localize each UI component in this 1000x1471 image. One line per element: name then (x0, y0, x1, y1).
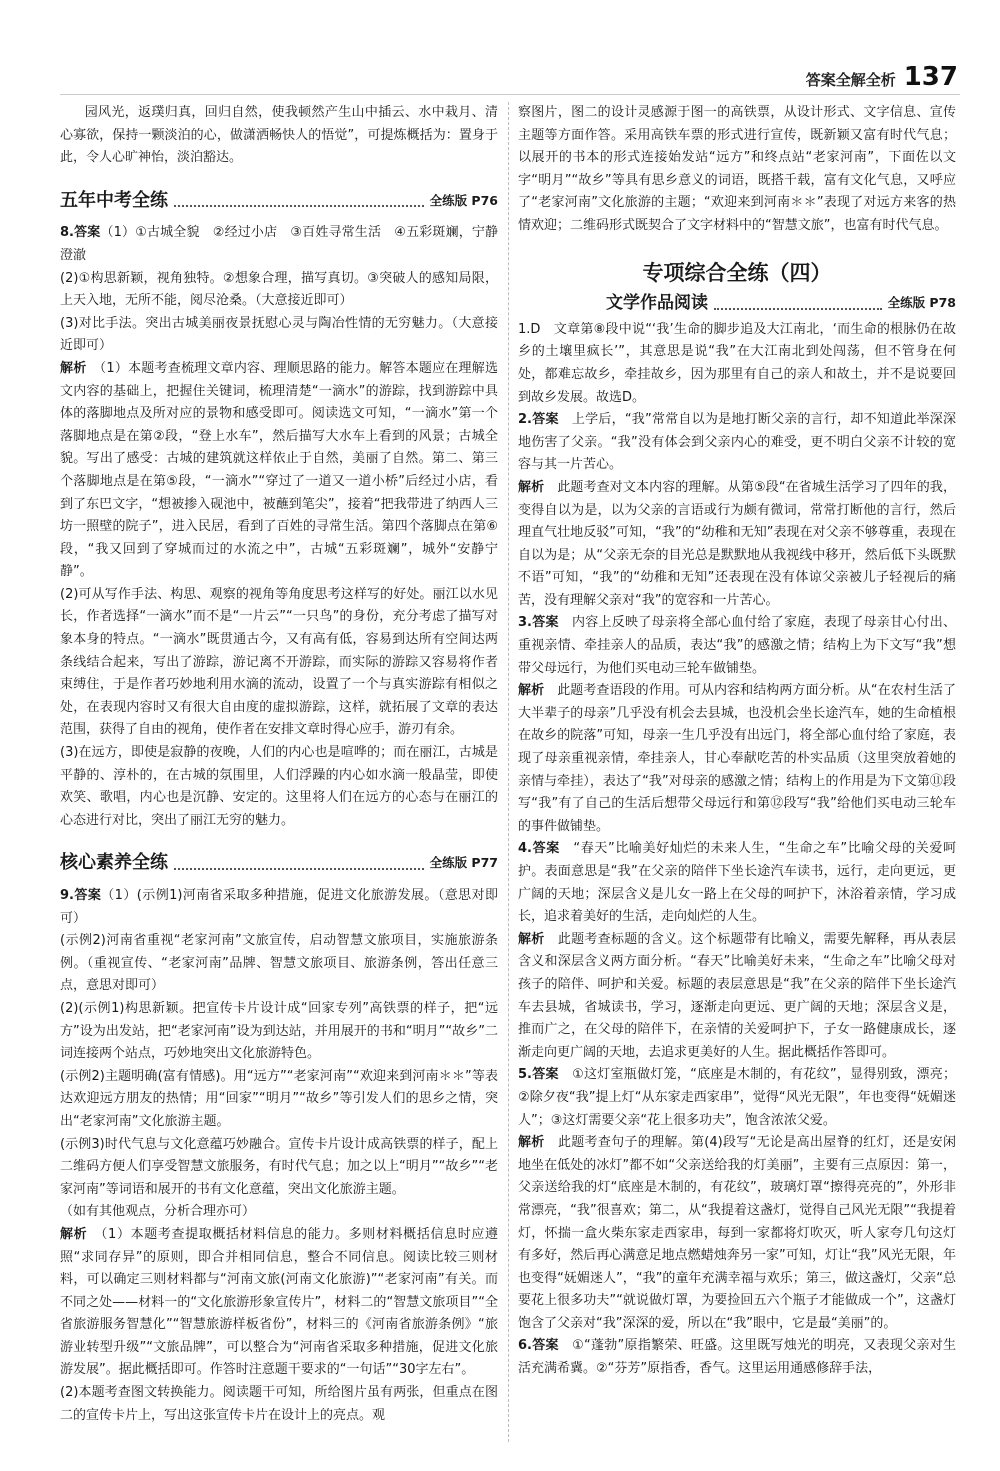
left-column (60, 102, 498, 1427)
analysis-text: (3)在远方，即使是寂静的夜晚，人们的内心也是喧哗的；而在丽江，古城是平静的、淳朴的，在古城的氛围里，人们浮躁的内心如水滴一般晶莹，即使欢笑、歌唱，内心也是沉静、安定的。这里将人们在远方的心态与在丽江的心态进行对比，突出了丽江无穷的魅力。 (60, 745, 498, 828)
section-page-ref: 全练版 P77 (429, 855, 498, 871)
answer-text: ①这灯室瓶做灯笼，“底座是木制的，有花纹”，显得别致，漂亮；②除夕夜“我”提上灯“从东家走西家串”，觉得“风光无限”，年也变得“妩媚迷人”；③这灯需要父亲“花上很多功夫”，饱含浓浓父爱。 (518, 1067, 957, 1128)
analysis-label: 解析 (518, 931, 545, 947)
analysis-text: （1）本题考查提取概括材料信息的能力。多则材料概括信息时应遵照“求同存异”的原则，即合并相同信息，整合不同信息。阅读比较三则材料，可以确定三则材料都与“河南文旅(河南文化旅游)”“老家河南”有关。而不同之处——材料一的“文化旅游形象宣传片”，材料二的“智慧文旅项目”“全省旅游服务智慧化”“智慧旅游样板省份”，材料三的《河南省旅游条例》“旅游业转型升级”“文旅品牌”，可以整合为“河南省采取多种措施，促进文化旅游发展”。据此概括即可。作答时注意题干要求的“一句话”“30字左右”。 (60, 1226, 498, 1378)
analysis-text: （1）本题考查梳理文章内容、理顺思路的能力。解答本题应在理解选文内容的基础上，把握住关键词，梳理清楚“一滴水”的游踪，找到游踪中具体的落脚地点及所对应的景物和感受即可。阅读选文可知，“一滴水”第一个落脚地点是在第②段，“登上水车”，然后描写大水车上看到的风景；古城全貌。写出了感受：古城的建筑就这样依止于自然，美丽了自然。第二、第三个落脚地点是在第⑤段，“一滴水”“穿过了一道又一道小桥”后经过小店，看到了东巴文字，“想被掺入砚池中，被蘸到笔尖”，接着“把我带进了纳西人三坊一照壁的院子”，进入民居，看到了百姓的寻常生活。第四个落脚点在第⑥段，“我又回到了穿城而过的水流之中”，古城“五彩斑斓”，城外“安静宁静”。 (60, 360, 498, 580)
answer-line: (示例2)主题明确(富有情感)。用“远方”“老家河南”“欢迎来到河南＊＊”等表达欢迎远方朋友的热情；用“回家”“明月”“故乡”等引发人们的思乡之情，突出“老家河南”文化旅游主题。 (60, 1068, 498, 1129)
section-title: 五年中考全练 (60, 189, 168, 211)
answer-text: 内容上反映了母亲将全部心血付给了家庭，表现了母亲甘心付出、重视亲情、牵挂亲人的品质，表达“我”的感激之情；结构上为下文写“我”想带父母远行，为他们买电动三轮车做铺垫。 (518, 615, 956, 676)
answer-line: （1）①古城全貌 ②经过小店 ③百姓寻常生活 ④五彩斑斓，宁静澄澈 (60, 225, 499, 263)
analysis-text: 此题考查对文本内容的理解。从第⑤段“在省城生活学习了四年的我，变得自以为是，以为父亲的言语或行为颇有微词，常常打断他的言行，然后理直气壮地反驳”可知，“我”的“幼稚和无知”表现在对父亲不够尊重，表现在自以为是；从“父亲无奈的目光总是默默地从我视线中移开，然后低下头既默不语”可知，“我”的“幼稚和无知”还表现在没有体谅父亲被儿子轻视后的痛苦，没有理解父亲对“我”的宽容和一片苦心。 (518, 479, 956, 608)
analysis-label: 解析 (60, 360, 87, 376)
question-number: 9.答案 (60, 888, 102, 903)
answer-text: 上学后，“我”常常自以为是地打断父亲的言行，却不知道此举深深地伤害了父亲。“我”没有体会到父亲内心的难受，更不明白父亲不计较的宽容与其一片苦心。 (518, 412, 956, 473)
question-5 (518, 1064, 956, 1335)
answer-line: (示例3)时代气息与文化意蕴巧妙融合。宣传卡片设计成高铁票的样子，配上二维码方便人们享受智慧文旅服务，有时代气息；加之以上“明月”“故乡”“老家河南”等词语和展开的书有文化意蕴，突出文化旅游主题。 (60, 1136, 498, 1197)
section-page-ref: 全练版 P78 (887, 295, 956, 311)
question-6 (518, 1335, 956, 1380)
question-9 (60, 885, 498, 1427)
answer-line: (2)(示例1)构思新颖。把宣传卡片设计成“回家专列”高铁票的样子，把“远方”设为出发站，把“老家河南”设为到达站，并用展开的书和“明月”“故乡”二词连接两个站点，巧妙地突出文化旅游特色。 (60, 1000, 498, 1062)
dotted-leader (174, 868, 424, 870)
question-2 (518, 409, 956, 612)
section-title: 核心素养全练 (60, 852, 168, 874)
question-4 (518, 838, 956, 1064)
question-number: 4.答案 (518, 841, 560, 857)
page-number: 137 (903, 62, 958, 92)
answer-text: “春天”比喻美好灿烂的未来人生，“生命之车”比喻父母的关爱呵护。表面意思是“我”在父亲的陪伴下坐长途汽车读书，远行，走向更远，更广阔的天地；深层含义是儿女一路上在父母的呵护下，沐浴着亲情，学习成长，追求着美好的生活，走向灿烂的人生。 (518, 841, 956, 925)
column-divider (508, 102, 509, 1442)
question-number: 6.答案 (518, 1338, 559, 1354)
subsection-header (606, 292, 956, 315)
answer-line: (3)对比手法。突出古城美丽夜景抚慰心灵与陶冶性情的无穷魅力。（大意接近即可） (60, 315, 498, 354)
analysis-text: (2)可从写作手法、构思、观察的视角等角度思考这样写的好处。丽江以水见长，作者选择“一滴水”而不是“一片云”“一只鸟”的身份，充分考虑了描写对象本身的特点。“一滴水”既贯通古今，又有高有低，容易到达所有空间达两条线结合起来，写出了游踪，游记离不开游踪，而实际的游踪又容易将作者束缚住，于是作者巧妙地利用水滴的流动，设置了一个与真实游踪有相似之处，在表现内容时又有很大自由度的虚拟游踪，这样，就拓展了文章的表达范围，获得了自由的视角，使作者在安排文章时得心应手，游刃有余。 (60, 586, 498, 738)
answer-line: (示例2)河南省重视“老家河南”文旅宣传，启动智慧文旅项目，实施旅游条例。（重视宣传、“老家河南”品牌、智慧文旅项目、旅游条例，答出任意三点，意思对即可） (60, 933, 498, 994)
question-number: 5.答案 (518, 1067, 559, 1083)
header-title: 答案全解全析 (805, 71, 896, 89)
analysis-label: 解析 (518, 1135, 545, 1151)
analysis-text: 此题考查标题的含义。这个标题带有比喻义，需要先解释，再从表层含义和深层含义两方面分析。“春天”比喻美好未来，“生命之车”比喻父母对孩子的陪伴、呵护和关爱。标题的表层意思是“我”在父亲的陪伴下坐长途汽车去县城，省城读书，学习，逐渐走向更远、更广阔的天地；深层含义是，推而广之，在父母的陪伴下，在亲情的关爱呵护下，子女一路健康成长，逐渐走向更广阔的天地，去追求更美好的人生。据此概括作答即可。 (518, 931, 956, 1060)
continued-paragraph: 察图片，图二的设计灵感源于图一的高铁票，从设计形式、文字信息、宣传主题等方面作答。采用高铁车票的形式进行宣传，既新颖又富有时代气息；以展开的书本的形式连接始发站“远方”和终点站“老家河南”，下面佐以文字“明月”“故乡”等具有思乡意义的词语，既搭千载，富有文化气息，又呼应了“老家河南”文化旅游的主题；“欢迎来到河南＊＊”表现了对远方来客的热情欢迎；二维码形式既契合了文字材料中的“智慧文旅”，也富有时代气息。 (518, 105, 956, 233)
section-header-hexin (60, 852, 498, 875)
analysis-label: 解析 (518, 683, 545, 699)
analysis-text: (2)本题考查图文转换能力。阅读题干可知，所给图片虽有两张，但重点在图二的宣传卡片上，写出这张宣传卡片在设计上的亮点。观 (60, 1385, 498, 1423)
answer-line: （1）(示例1)河南省采取多种措施，促进文化旅游发展。（意思对即可） (60, 888, 499, 926)
section-page-ref: 全练版 P76 (429, 192, 498, 208)
header-rule (60, 94, 960, 95)
question-1: 1.D 文章第⑧段中说“‘我’生命的脚步追及大江南北，‘而生命的根脉仍在故乡的土壤里疯长’”，其意思是说“我”在大江南北到处闯荡，但不管身在何处，都难忘故乡，牵挂故乡，因为那里有自己的亲人和故土，并不是说要回到故乡发展。故选D。 (518, 321, 956, 405)
question-number: 2.答案 (518, 412, 559, 428)
answer-line: (2)①构思新颖，视角独特。②想象合理，描写真切。③突破人的感知局限，上天入地，无所不能，阅尽沧桑。（大意接近即可） (60, 270, 498, 309)
subsection-title: 文学作品阅读 (606, 293, 708, 314)
question-8 (60, 222, 498, 832)
right-column (518, 102, 956, 1381)
question-3 (518, 612, 956, 838)
dotted-leader (714, 308, 882, 310)
dotted-leader (174, 205, 424, 207)
question-number: 3.答案 (518, 615, 559, 631)
question-number: 8.答案 (60, 225, 101, 241)
intro-paragraph: 园风光，返璞归真，回归自然，使我顿然产生山中插云、水中栽月、清心寡欲，保持一颗淡泊的心，做潇洒畅快人的悟觉”，可提炼概括为：置身于此，令人心旷神怡，淡泊豁达。 (60, 105, 498, 166)
analysis-label: 解析 (518, 479, 545, 495)
analysis-text: 此题考查句子的理解。第(4)段写“无论是高出屋脊的红灯，还是安闲地坐在低处的冰灯”都不如“父亲送给我的灯美丽”，主要有三点原因：第一，父亲送给我的灯“底座是木制的，有花纹”，玻璃灯罩“擦得亮亮的”，外形非常漂亮，“我”很喜欢；第二，从“我提着这盏灯，觉得自己风光无限”“我提着灯，怀揣一盒火柴东家走西家串，每到一家都将灯吹灭，听人家夸几句这灯有多好，然后再心满意足地点燃蜡烛奔另一家”可知，灯让“我”风光无限，年也变得“妩媚迷人”，“我”的童年充满幸福与欢乐；第三，做这盏灯，父亲“总要花上很多功夫”“就说做灯罩，为要捡回五六个瓶子才能做成一个”，这盏灯饱含了父亲对“我”深深的爱，所以在“我”眼中，它是最“美丽”的。 (518, 1135, 956, 1331)
page-header (806, 62, 958, 92)
section-header-wunian (60, 190, 498, 213)
analysis-text: 此题考查语段的作用。可从内容和结构两方面分析。从“在农村生活了大半辈子的母亲”几乎没有机会去县城，也没机会坐长途汽车，她的生命植根在故乡的院落”可知，母亲一生几乎没有出远门，将全部心血付给了家庭，表现了母亲重视亲情，牵挂亲人，甘心奉献吃苦的朴实品质（这里突放着她的亲情与牵挂），表达了“我”对母亲的感激之情；结构上的作用是为下文第⑪段写“我”有了自己的生活后想带父母远行和第⑫段写“我”给他们买电动三轮车的事件做铺垫。 (518, 683, 956, 834)
analysis-label: 解析 (60, 1226, 88, 1242)
answer-line: （如有其他观点，分析合理亦可） (60, 1204, 256, 1220)
answer-text: ①“蓬勃”原指繁荣、旺盛。这里既写烛光的明亮，又表现父亲对生活充满希冀。②“芬芳”原指香，香气。这里运用通感修辞手法， (518, 1338, 957, 1377)
special-section-title: 专项综合全练（四） (642, 260, 832, 285)
